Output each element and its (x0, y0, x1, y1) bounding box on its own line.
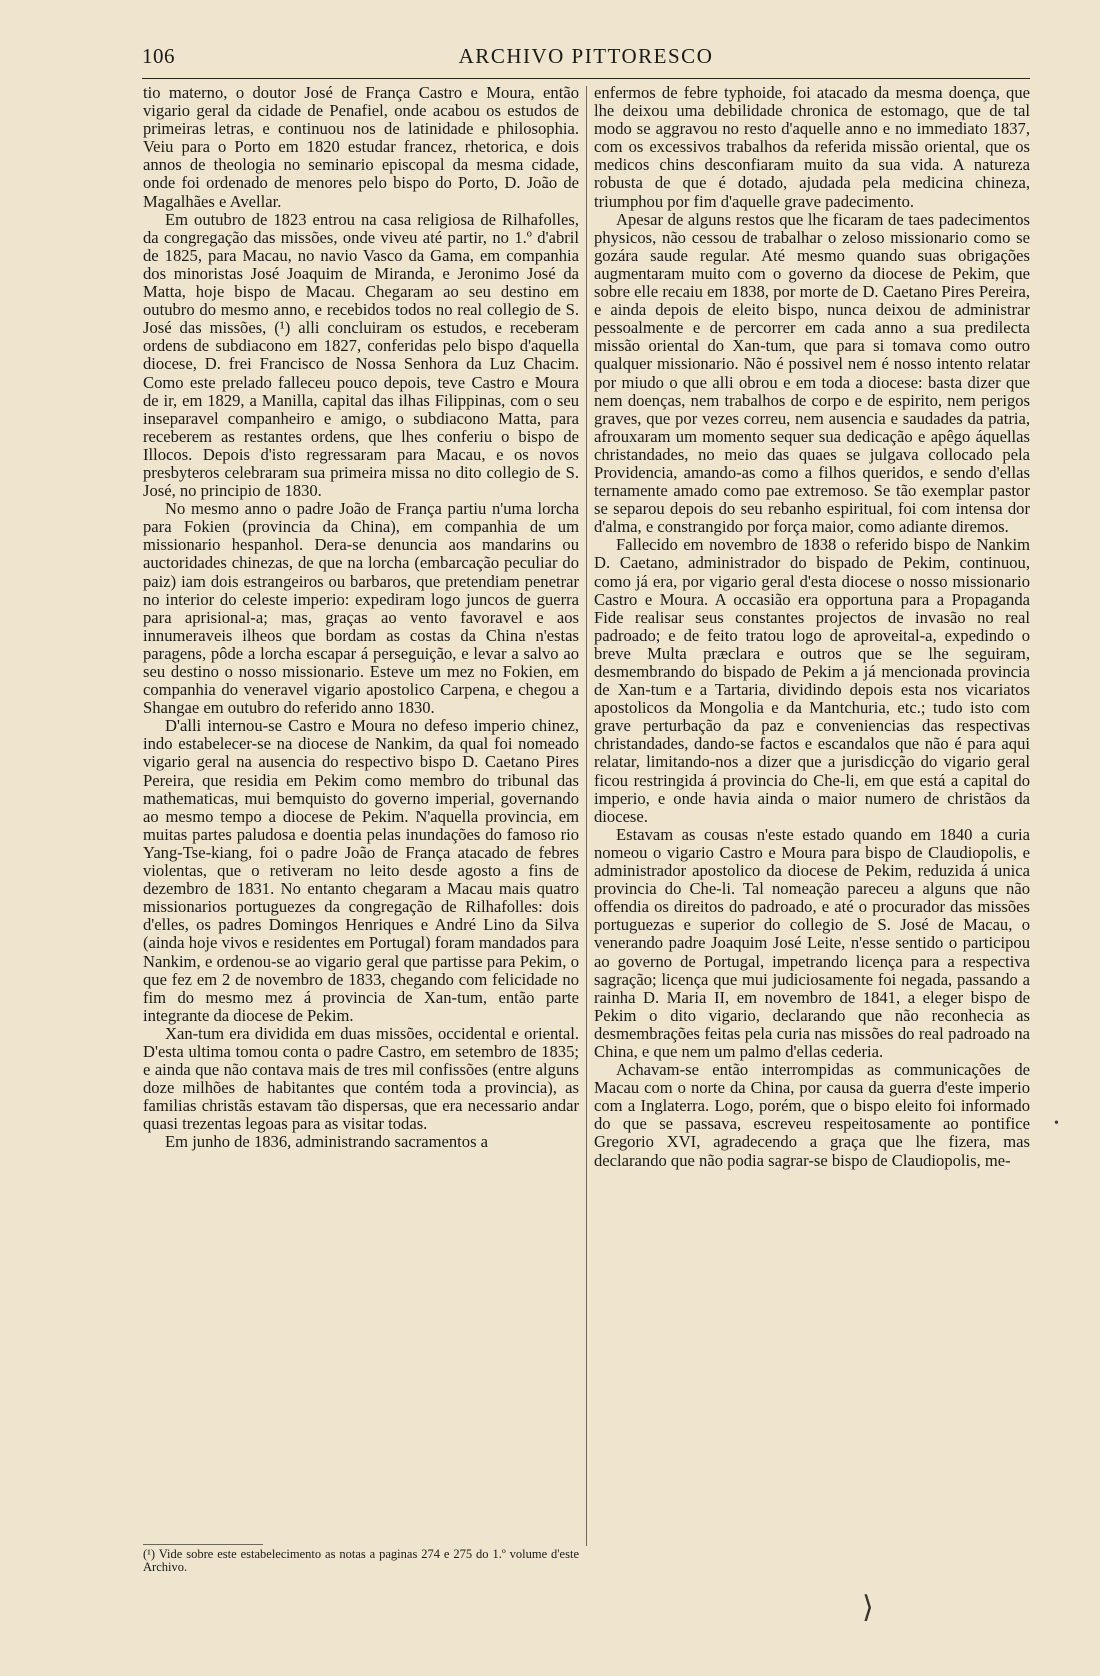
paragraph: enfermos de febre typhoide, foi atacado da mesma doença, que lhe deixou uma debilidade chronica de estomago, que de tal modo se aggravou no resto d'aquelle anno e no immediato 1837, com os excessivos trabalhos da referida missão oriental, que os medicos chins desconfiaram muito da sua vida. A natureza robusta de que é dotado, ajudada pela medicina chineza, triumphou por fim d'aquelle grave padecimento. (594, 83, 1030, 211)
paragraph: tio materno, o doutor José de França Castro e Moura, então vigario geral da cidade de Penafiel, onde acabou os estudos de primeiras letras, e continuou nos de latinidade e philosophia. Veiu para o Porto em 1820 estudar francez, rhetorica, e dois annos de theologia no seminario episcopal da mesma cidade, onde foi ordenado de menores pelo bispo do Porto, D. João de Magalhães e Avellar. (143, 83, 579, 211)
paragraph: Achavam-se então interrompidas as communicações de Macau com o norte da China, por causa da guerra d'este imperio com a Inglaterra. Logo, porém, que o bispo eleito foi informado do que se passava, escreveu respeitosamente ao pontifice Gregorio XVI, agradecendo a graça que lhe fizera, mas declarando que não podia sagrar-se bispo de Claudiopolis, me- (594, 1060, 1030, 1170)
header-rule (142, 78, 1030, 79)
column-divider (586, 86, 587, 1546)
paragraph: D'alli internou-se Castro e Moura no defeso imperio chinez, indo estabelecer-se na diocese de Nankim, da qual foi nomeado vigario geral na ausencia do respectivo bispo D. Caetano Pires Pereira, que residia em Pekim como membro do tribunal das mathematicas, mui bemquisto do governo imperial, governando ao mesmo tempo a diocese de Pekim. N'aquella provincia, em muitas partes paludosa e doentia pelas inundações do famoso rio Yang-Tse-kiang, foi o padre João de França atacado de febres violentas, que o retiveram no leito desde agosto a fins de dezembro de 1831. No entanto chegaram a Macau mais quatro missionarios portuguezes da congregação de Rilhafolles: dois d'elles, os padres Domingos Henriques e André Lino da Silva (ainda hoje vivos e residentes em Portugal) foram mandados para Nankim, e ordenou-se ao vigario geral que partisse para Pekim, o que fez em 2 de novembro de 1833, chegando com felicidade no fim do mesmo mez á provincia de Xan-tum, então parte integrante da diocese de Pekim. (143, 716, 579, 1025)
paragraph: Estavam as cousas n'este estado quando em 1840 a curia nomeou o vigario Castro e Moura para bispo de Claudiopolis, e administrador apostolico da diocese de Pekim, reduzida á unica provincia do Che-li. Tal nomeação pareceu a alguns que não offendia os direitos do padroado, e até o procurador das missões portuguezas e superior do collegio de S. José de Macau, o venerando padre Joaquim José Leite, n'esse sentido o participou ao governo de Portugal, impetrando licença para a respectiva sagração; licença que mui judiciosamente foi negada, passando a rainha D. Maria II, em novembro de 1841, a eleger bispo de Pekim o dito vigario, declarando que não reconhecia as desmembrações feitas pela curia nas missões do real padroado na China, e que nem um palmo d'ellas cederia. (594, 824, 1030, 1061)
running-title: ARCHIVO PITTORESCO (458, 44, 714, 68)
page-header (142, 44, 1030, 78)
right-column (594, 84, 1030, 1544)
paragraph: Fallecido em novembro de 1838 o referido bispo de Nankim D. Caetano, administrador do bispado de Pekim, continuou, como já era, por vigario geral d'esta diocese o nosso missionario Castro e Moura. A occasião era opportuna para a Propaganda Fide realisar seus constantes projectos de invasão no real padroado; e de feito tratou logo de aproveital-a, expedindo o breve Multa præclara e outros que se lhe seguiram, desmembrando do bispado de Pekim a já mencionada provincia de Xan-tum e a Tartaria, dividindo depois esta nos vicariatos apostolicos da Mongolia e da Mantchuria, etc.; tudo isto com grave perturbação da paz e conveniencias das respectivas christandades, dando-se factos e escandalos que não é para aqui relatar, limitando-nos a dizer que a jurisdicção do vigario geral ficou restringida á provincia do Che-li, em que está a capital do imperio, e onde havia ainda o maior numero de christãos da diocese. (594, 535, 1030, 826)
footnote-rule (143, 1544, 263, 1545)
paragraph: No mesmo anno o padre João de França partiu n'uma lorcha para Fokien (provincia da China), em companhia de um missionario hespanhol. Dera-se denuncia aos mandarins ou auctoridades chinezas, de que na lorcha (embarcação peculiar do paiz) iam dois estrangeiros ou barbaros, que pretendiam penetrar no interior do celeste imperio: expediram logo juncos de guerra para aprisional-a; mas, graças ao vento favoravel e aos innumeraveis ilheos que bordam as costas da China n'estas paragens, pôde a lorcha escapar á perseguição, e levar a salvo ao seu destino o nosso missionario. Esteve um mez no Fokien, em companhia do veneravel vigario apostolico Carpena, e chegou a Shangae em outubro do referido anno 1830. (143, 499, 579, 718)
page-scratch-mark: ⟩ (862, 1591, 874, 1624)
paragraph: Apesar de alguns restos que lhe ficaram de taes padecimentos physicos, não cessou de trabalhar o zeloso missionario como se gozára saude regular. Até mesmo quando suas obrigações augmentaram muito com o governo da diocese de Pekim, que sobre elle recaiu em 1838, por morte de D. Caetano Pires Pereira, e ainda depois de eleito bispo, nunca deixou de administrar pessoalmente e de percorrer em cada anno a sua predilecta missão oriental do Xan-tum, que para si tomava como outro qualquer missionario. Não é possivel nem é nosso intento relatar por miudo o que alli obrou e em toda a diocese: basta dizer que nem doenças, nem trabalhos de corpo e de espirito, nem perigos graves, que por vezes correu, nem ausencia e saudades da patria, afrouxaram um momento sequer sua dedicação e apêgo áquellas christandades, no meio das quaes se julgava collocado pela Providencia, amando-as como a filhos queridos, e sendo d'ellas ternamente amado como pae extremoso. Se tão exemplar pastor se separou depois do seu rebanho espiritual, foi com intensa dor d'alma, e constrangido por força maior, como adiante diremos. (594, 209, 1030, 537)
paragraph: Em outubro de 1823 entrou na casa religiosa de Rilhafolles, da congregação das missões, onde viveu até partir, no 1.º d'abril de 1825, para Macau, no navio Vasco da Gama, em companhia dos minoristas José Joaquim de Miranda, e Jeronimo José da Matta, hoje bispo de Macau. Chegaram ao seu destino em outubro do mesmo anno, e recebidos todos no real collegio de S. José das missões, (¹) alli concluiram os estudos, e receberam ordens de subdiacono em 1827, conferidas pelo bispo d'aquella diocese, D. frei Francisco de Nossa Senhora da Luz Chacim. Como este prelado falleceu pouco depois, teve Castro e Moura de ir, em 1829, a Manilla, capital das ilhas Filippinas, com o seu inseparavel companheiro e amigo, o subdiacono Matta, para receberem as restantes ordens, que lhes conferiu o bispo de Illocos. Depois d'isto regressaram para Macau, e os novos presbyteros celebraram sua primeira missa no dito collegio de S. José, no principio de 1830. (143, 209, 579, 501)
page-number: 106 (142, 44, 175, 68)
footnote: (¹) Vide sobre este estabelecimento as notas a paginas 274 e 275 do 1.º volume d'este Archivo. (143, 1547, 579, 1574)
left-column (143, 84, 579, 1554)
margin-dot-mark: • (1054, 1116, 1059, 1131)
paragraph: Xan-tum era dividida em duas missões, occidental e oriental. D'esta ultima tomou conta o padre Castro, em setembro de 1835; e ainda que não contava mais de tres mil confissões (entre alguns doze milhões de habitantes que contém toda a provincia), as familias christãs estavam tão dispersas, que era necessario andar quasi trezentas legoas para as visitar todas. (143, 1023, 579, 1134)
paragraph: Em junho de 1836, administrando sacramentos a (165, 1132, 489, 1152)
